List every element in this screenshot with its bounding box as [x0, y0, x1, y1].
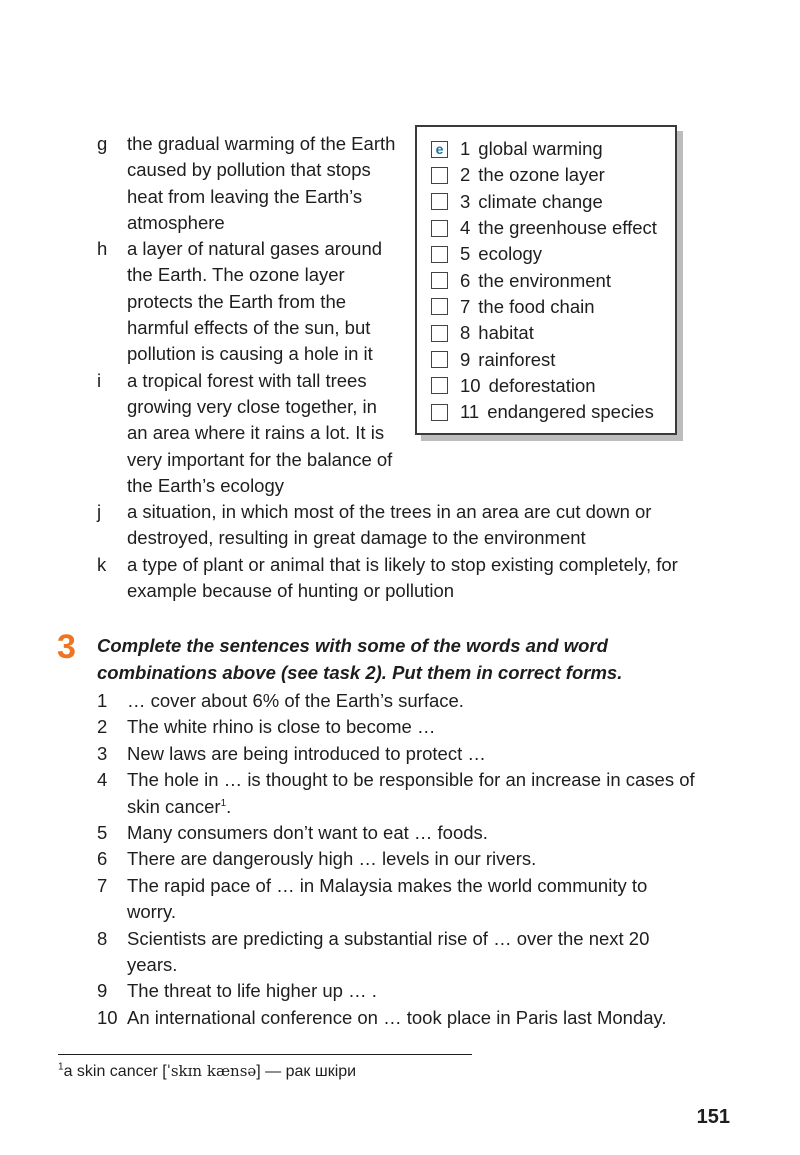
word-box-row — [431, 241, 675, 267]
sentence-list — [97, 688, 697, 1031]
footnote-reference[interactable]: 1 — [220, 797, 227, 809]
word-box-row — [431, 320, 675, 346]
footnote-divider — [58, 1054, 472, 1055]
word-box-row — [431, 267, 675, 293]
footnote-term: a skin cancer [ — [63, 1063, 167, 1080]
sentence-body: The rapid pace of … in Malaysia makes the world community to worry. — [127, 874, 648, 923]
sentence-body: There are dangerously high … levels in our rivers. — [127, 848, 537, 870]
sentence-body: New laws are being introduced to protect … — [127, 742, 486, 764]
word-term: deforestation — [488, 374, 596, 396]
sentence-text — [127, 873, 697, 926]
sentence-text — [127, 767, 697, 820]
sentence-number: 5 — [97, 822, 108, 844]
word-term: climate change — [478, 190, 603, 212]
word-term: habitat — [478, 322, 534, 344]
word-box — [415, 125, 677, 435]
word-number: 8 — [460, 322, 471, 344]
sentence-text — [127, 846, 697, 872]
sentence-item — [97, 1005, 697, 1031]
sentence-number: 10 — [97, 1006, 118, 1028]
sentence-text — [127, 978, 697, 1004]
word-term: global warming — [478, 138, 603, 160]
sentence-body: … cover about 6% of the Earth’s surface. — [127, 690, 464, 711]
footnote — [58, 1061, 356, 1082]
word-number: 4 — [460, 217, 471, 239]
definition-letter: i — [97, 369, 102, 391]
definition-text: a situation, in which most of the trees in an area are cut down or destroyed, resulting in great damage to the environment — [127, 501, 652, 549]
sentence-item — [97, 714, 697, 740]
definition-text: the gradual warming of the Earth caused by pollution that stops heat from leaving the Earth’s atmosphere — [127, 133, 396, 233]
answer-checkbox[interactable] — [431, 220, 448, 237]
answer-checkbox[interactable]: e — [431, 141, 448, 158]
word-box-row — [431, 294, 675, 320]
word-box-row — [431, 162, 675, 188]
sentence-number: 6 — [97, 848, 108, 870]
sentence-text — [127, 820, 697, 846]
word-number: 5 — [460, 243, 471, 265]
sentence-item — [97, 873, 697, 926]
footnote-translation: ] — рак шкіри — [256, 1063, 357, 1080]
sentence-body: Scientists are predicting a substantial rise of … over the next 20 years. — [127, 927, 650, 976]
sentence-item — [97, 688, 697, 714]
answer-checkbox[interactable] — [431, 404, 448, 421]
sentence-number: 8 — [97, 927, 108, 949]
word-box-row — [431, 189, 675, 215]
sentence-body: The white rhino is close to become … — [127, 716, 436, 738]
sentence-text — [127, 926, 697, 979]
sentence-item — [97, 926, 697, 979]
word-box-row — [431, 136, 675, 162]
sentence-text — [127, 688, 697, 714]
sentence-number: 2 — [97, 716, 108, 738]
definition-text: a type of plant or animal that is likely to stop existing completely, for example because of hunting or pollution — [127, 553, 678, 602]
definition-letter: j — [97, 501, 102, 523]
sentence-text — [127, 1005, 697, 1031]
sentence-body: Many consumers don’t want to eat … foods. — [127, 822, 488, 844]
word-term: rainforest — [478, 348, 556, 370]
sentence-item — [97, 741, 697, 767]
word-term: the environment — [478, 269, 611, 291]
sentence-text — [127, 741, 697, 767]
answer-checkbox[interactable] — [431, 325, 448, 342]
definition-letter: k — [97, 553, 107, 575]
word-number: 6 — [460, 269, 471, 291]
word-number: 11 — [460, 401, 480, 423]
page-number: 151 — [696, 1106, 730, 1128]
word-number: 1 — [460, 138, 471, 160]
answer-checkbox[interactable] — [431, 193, 448, 210]
word-number: 2 — [460, 164, 471, 186]
definition-letter: h — [97, 238, 108, 260]
word-number: 10 — [460, 374, 481, 396]
word-term: the greenhouse effect — [478, 217, 657, 239]
sentence-item — [97, 767, 697, 820]
definition-letter: g — [97, 133, 108, 154]
sentence-item — [97, 846, 697, 872]
sentence-number: 1 — [97, 690, 108, 711]
word-box-row — [431, 215, 675, 241]
answer-checkbox[interactable] — [431, 167, 448, 184]
sentence-number: 3 — [97, 742, 108, 764]
task-number: 3 — [57, 628, 76, 666]
definition-item — [97, 499, 697, 552]
word-box-row — [431, 373, 675, 399]
definition-text: a tropical forest with tall trees growing very close together, in an area where it rains a lot. It is very important for the balance of the Earth’s ecology — [127, 369, 393, 496]
definition-item — [97, 552, 697, 605]
word-number: 7 — [460, 295, 471, 317]
answer-checkbox[interactable] — [431, 246, 448, 263]
sentence-body: An international conference on … took place in Paris last Monday. — [127, 1006, 667, 1028]
task-instruction: Complete the sentences with some of the words and word combinations above (see task 2). Put them in correct forms. — [97, 635, 623, 683]
word-term: the ozone layer — [478, 164, 605, 186]
word-term: the food chain — [478, 295, 595, 317]
word-term: endangered species — [487, 401, 654, 423]
sentence-item — [97, 978, 697, 1004]
definition-text: a layer of natural gases around the Earth. The ozone layer protects the Earth from the harmful effects of the sun, but pollution is causing a hole in it — [127, 238, 383, 365]
sentence-text — [127, 714, 697, 740]
word-number: 9 — [460, 348, 471, 370]
sentence-end: . — [226, 795, 232, 817]
sentence-number: 4 — [97, 769, 108, 791]
sentence-number: 7 — [97, 874, 108, 896]
word-number: 3 — [460, 190, 471, 212]
sentence-body: The threat to life higher up … . — [127, 980, 377, 1002]
answer-checkbox[interactable] — [431, 298, 448, 315]
sentence-number: 9 — [97, 980, 108, 1002]
answer-checkbox[interactable] — [431, 351, 448, 368]
answer-checkbox[interactable] — [431, 272, 448, 289]
word-term: ecology — [478, 243, 543, 265]
word-box-row — [431, 399, 675, 425]
footnote-transcription: ˈskɪn kænsə — [166, 1062, 257, 1080]
footnote-mark: 1 — [58, 1061, 64, 1073]
sentence-item — [97, 820, 697, 846]
word-box-row — [431, 346, 675, 372]
sentence-body: The hole in … is thought to be responsible for an increase in cases of skin cancer — [127, 769, 695, 817]
answer-checkbox[interactable] — [431, 377, 448, 394]
